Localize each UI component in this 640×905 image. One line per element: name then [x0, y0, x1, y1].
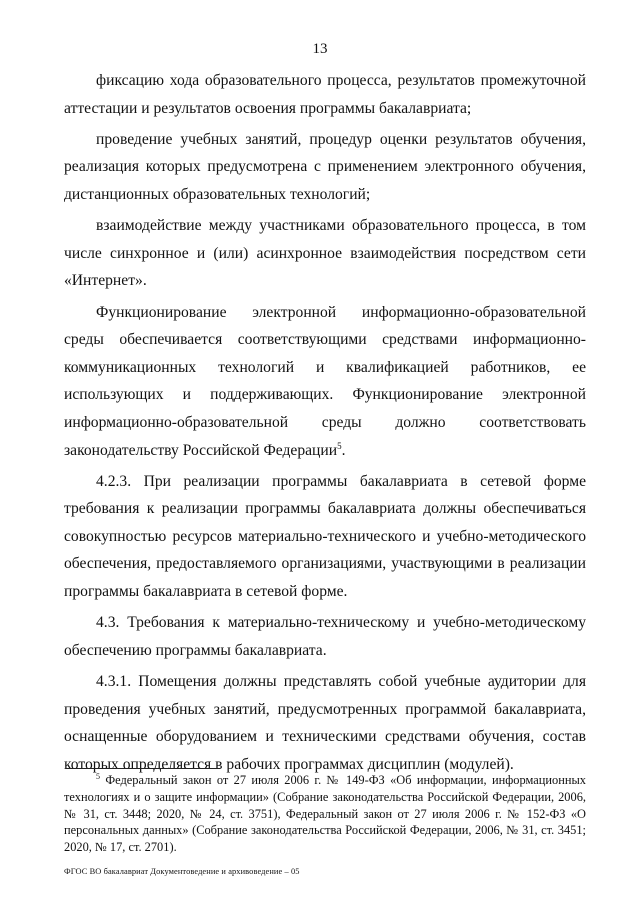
footnote-marker: 5	[96, 772, 100, 781]
footnote	[64, 772, 586, 856]
paragraph: 4.3. Требования к материально-техническому и учебно-методическому обеспечению программы бакалавриата.	[64, 614, 586, 659]
paragraph: взаимодействие между участниками образовательного процесса, в том числе синхронное и (или) асинхронное взаимодействия посредством сети «Интернет».	[64, 217, 586, 290]
footnote-reference: 5	[337, 440, 342, 451]
footnote-text: Федеральный закон от 27 июля 2006 г. № 149-ФЗ «Об информации, информационных технологиях и о защите информации» (Собрание законодательства Российской Федерации, 2006, № 31, ст. 3448; 2020, № 24, ст. 3751), Федеральный закон от 27 июля 2006 г. № 152-ФЗ «О персональных данных» (Собрание законодательства Российской Федерации, 2006, № 31, ст. 3451; 2020, № 17, ст. 2701).	[64, 773, 586, 855]
body-text	[64, 67, 586, 778]
paragraph: Функционирование электронной информационно-образовательной среды обеспечивается соответствующими средствами информационно-коммуникационных технологий и квалификацией работников, ее использующих и поддерживающих. Функционирование электронной информационно-образовательной среды должно соответствовать законодательству Российской Федерации$^5$.	[64, 303, 586, 459]
paragraph: фиксацию хода образовательного процесса, результатов промежуточной аттестации и результатов освоения программы бакалавриата;	[64, 72, 586, 117]
paragraph: проведение учебных занятий, процедур оценки результатов обучения, реализация которых предусмотрена с применением электронного обучения, дистанционных образовательных технологий;	[64, 130, 586, 203]
page-number: 13	[312, 41, 328, 57]
footnote-separator	[66, 768, 220, 769]
paragraph: 4.3.1. Помещения должны представлять собой учебные аудитории для проведения учебных занятий, предусмотренных программой бакалавриата, оснащенные оборудованием и техническими средствами обучения, состав которых определяется в рабочих программах дисциплин (модулей).	[64, 673, 586, 773]
paragraph: 4.2.3. При реализации программы бакалавриата в сетевой форме требования к реализации программы бакалавриата должны обеспечиваться совокупностью ресурсов материально-технического и учебно-методического обеспечения, предоставляемого организациями, участвующими в реализации программы бакалавриата в сетевой форме.	[64, 472, 586, 601]
page-footer: ФГОС ВО бакалавриат Документоведение и архивоведение – 05	[64, 867, 300, 876]
